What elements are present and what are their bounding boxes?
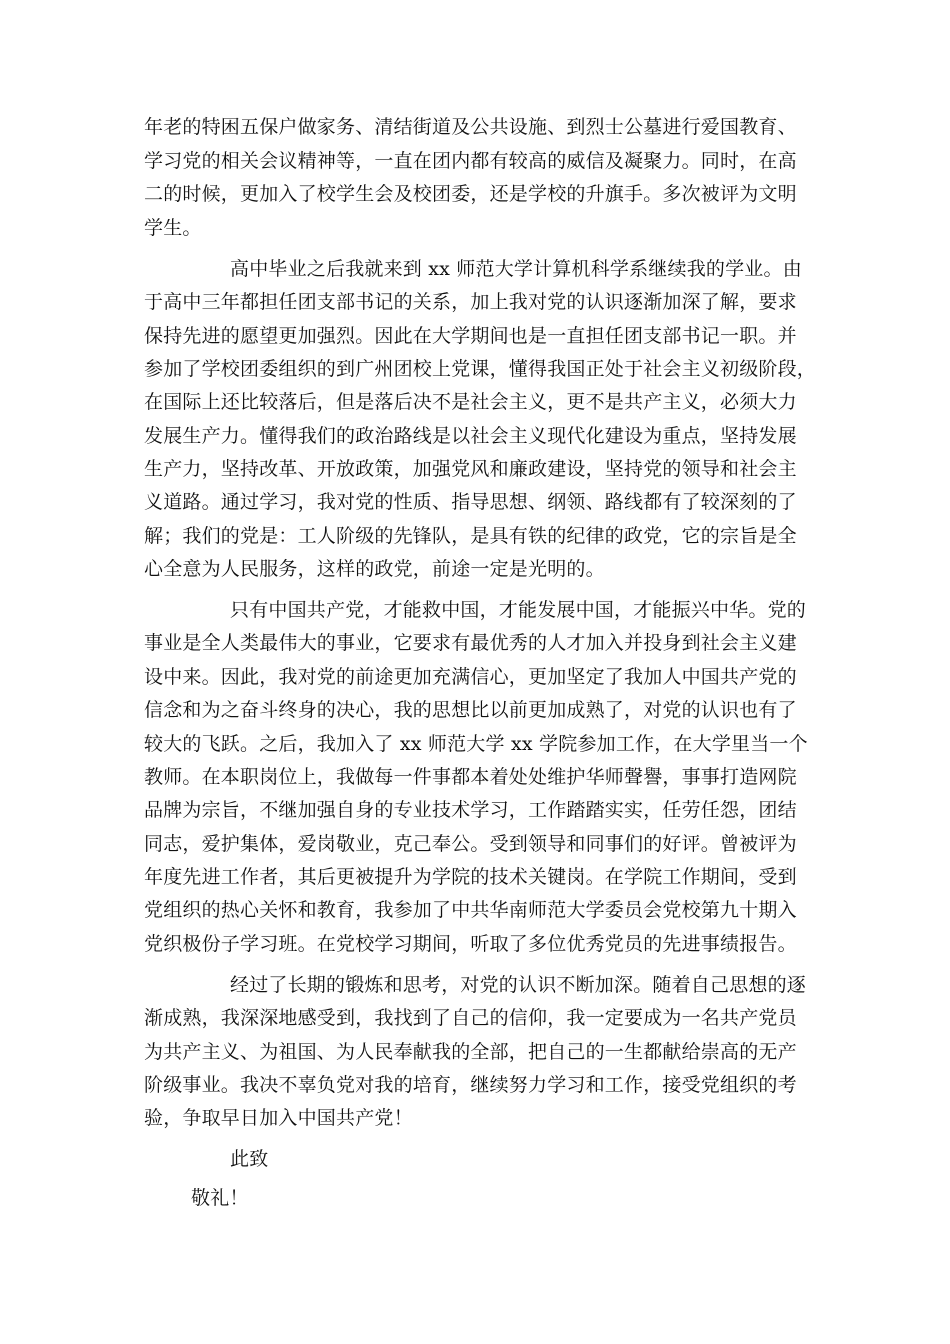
text-line: 经过了长期的锻炼和思考，对党的认识不断加深。随着自己思想的逐 bbox=[230, 974, 807, 996]
text-line: 解；我们的党是：工人阶级的先锋队，是具有铁的纪律的政党，它的宗旨是全 bbox=[144, 525, 797, 547]
text-line: 教师。在本职岗位上，我做每一件事都本着处处维护华师聲譽，事事打造网院 bbox=[144, 766, 797, 788]
text-line: 年老的特困五保户做家务、清结街道及公共设施、到烈士公墓进行爱国教育、 bbox=[144, 116, 797, 138]
text-line: 学生。 bbox=[144, 217, 202, 239]
text-line: 同志，爱护集体，爱岗敬业，克己奉公。受到领导和同事们的好评。曾被评为 bbox=[144, 833, 797, 855]
text-line: 参加了学校团委组织的到广州团校上党课，懂得我国正处于社会主义初级阶段， bbox=[144, 358, 817, 380]
text-line: 只有中国共产党，才能救中国，才能发展中国，才能振兴中华。党的 bbox=[230, 599, 807, 621]
text-line: 阶级事业。我决不辜负党对我的培育，继续努力学习和工作，接受党组织的考 bbox=[144, 1074, 797, 1096]
closing-regards: 敬礼！ bbox=[191, 1187, 249, 1209]
text-line: 验，争取早日加入中国共产党！ bbox=[144, 1107, 413, 1129]
text-line: 党织极份子学习班。在党校学习期间，听取了多位优秀党员的先进事绩报告。 bbox=[144, 933, 797, 955]
text-line: 渐成熟，我深深地感受到，我找到了自己的信仰，我一定要成为一名共产党员 bbox=[144, 1007, 797, 1029]
text-line: 发展生产力。懂得我们的政治路线是以社会主义现代化建设为重点，坚持发展 bbox=[144, 425, 797, 447]
text-line: 生产力，坚持改革、开放政策，加强党风和廉政建设，坚持党的领导和社会主 bbox=[144, 458, 797, 480]
text-line: 在国际上还比较落后，但是落后决不是社会主义，更不是共产主义，必须大力 bbox=[144, 391, 797, 413]
text-line: 年度先进工作者，其后更被提升为学院的技术关键岗。在学院工作期间，受到 bbox=[144, 866, 797, 888]
text-line: 为共产主义、为祖国、为人民奉献我的全部，把自己的一生都献给崇高的无产 bbox=[144, 1041, 797, 1063]
text-line: 事业是全人类最伟大的事业，它要求有最优秀的人才加入并投身到社会主义建 bbox=[144, 632, 797, 654]
text-line: 学习党的相关会议精神等，一直在团内都有较高的威信及凝聚力。同时，在高 bbox=[144, 150, 797, 172]
text-line: 保持先进的愿望更加强烈。因此在大学期间也是一直担任团支部书记一职。并 bbox=[144, 325, 797, 347]
text-line: 高中毕业之后我就来到 xx 师范大学计算机科学系继续我的学业。由 bbox=[230, 258, 802, 280]
closing-salutation: 此致 bbox=[230, 1148, 269, 1170]
text-line: 二的时候，更加入了校学生会及校团委，还是学校的升旗手。多次被评为文明 bbox=[144, 183, 797, 205]
text-line: 义道路。通过学习，我对党的性质、指导思想、纲领、路线都有了较深刻的了 bbox=[144, 491, 797, 513]
text-line: 设中来。因此，我对党的前途更加充满信心，更加坚定了我加人中国共产党的 bbox=[144, 666, 797, 688]
text-line: 较大的飞跃。之后，我加入了 xx 师范大学 xx 学院参加工作，在大学里当一个 bbox=[144, 733, 808, 755]
text-line: 党组织的热心关怀和教育，我参加了中共华南师范大学委员会党校第九十期入 bbox=[144, 899, 797, 921]
text-line: 信念和为之奋斗终身的决心，我的思想比以前更加成熟了，对党的认识也有了 bbox=[144, 699, 797, 721]
text-line: 品牌为宗旨，不继加强自身的专业技术学习，工作踏踏实实，任劳任怨，团结 bbox=[144, 799, 797, 821]
text-line: 于高中三年都担任团支部书记的关系，加上我对党的认识逐渐加深了解，要求 bbox=[144, 291, 797, 313]
text-line: 心全意为人民服务，这样的政党，前途一定是光明的。 bbox=[144, 558, 605, 580]
